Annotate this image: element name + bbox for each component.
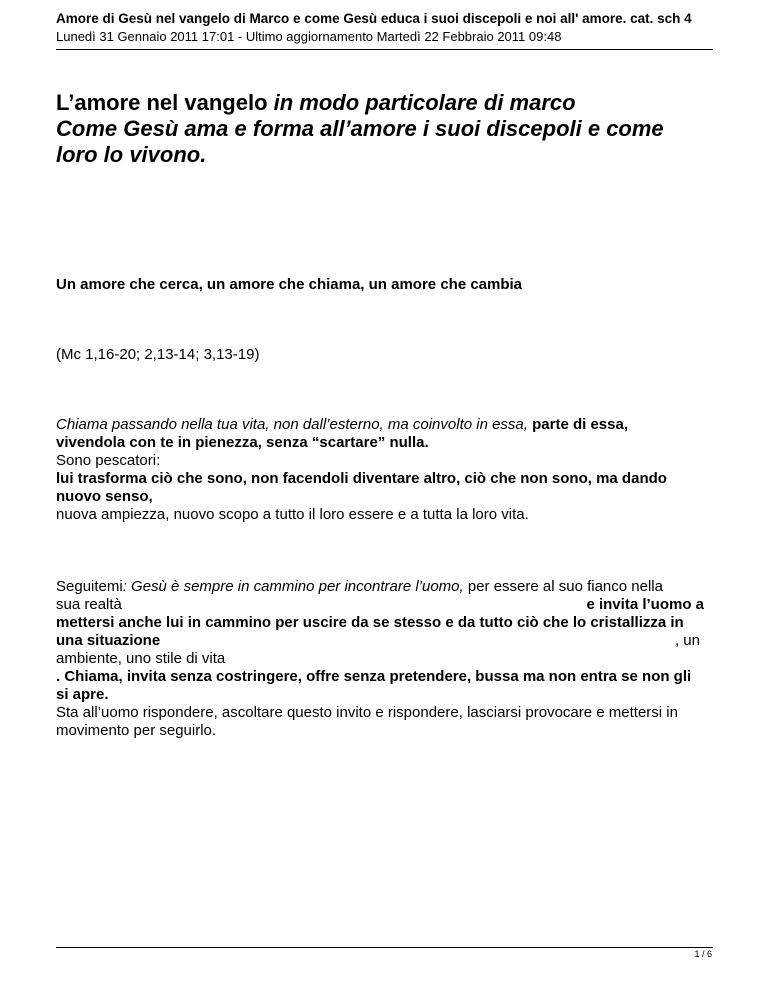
p2-bold-line3: mettersi anche lui in cammino per uscire da se stesso e da tutto ciò che lo cristallizza in xyxy=(56,614,684,631)
heading-part1: L’amore nel vangelo xyxy=(56,90,274,115)
header-meta: Lunedì 31 Gennaio 2011 17:01 - Ultimo aggiornamento Martedì 22 Febbraio 2011 09:48 xyxy=(56,29,562,44)
p2-start: Seguitemi xyxy=(56,578,123,595)
p2-rest1: per essere al suo fianco nella xyxy=(463,578,663,595)
footer-divider xyxy=(56,947,713,948)
paragraph-2 xyxy=(56,578,716,740)
heading-line3: loro lo vivono. xyxy=(56,142,207,167)
p2-line2-left: sua realtà xyxy=(56,596,122,613)
page-number: 1 / 6 xyxy=(694,949,712,959)
p1-italic: Chiama passando nella tua vita, non dall’esterno, ma coinvolto in essa, xyxy=(56,416,528,433)
article-heading xyxy=(56,90,736,168)
p1-bold2: vivendola con te in pienezza, senza “scartare” nulla. xyxy=(56,434,429,451)
p2-bold-line7: si apre. xyxy=(56,686,109,703)
heading-part2: in modo particolare di marco xyxy=(273,90,576,115)
p2-line8: Sta all’uomo rispondere, ascoltare questo invito e rispondere, lasciarsi provocare e mettersi in xyxy=(56,704,678,721)
p2-bold-line4: una situazione xyxy=(56,632,161,649)
p1-bold4: nuovo senso, xyxy=(56,488,153,505)
p1-line6: nuova ampiezza, nuovo scopo a tutto il loro essere e a tutta la loro vita. xyxy=(56,506,529,523)
p2-bold-line6: . Chiama, invita senza costringere, offre senza pretendere, bussa ma non entra se non gli xyxy=(56,668,692,685)
heading-line2: Come Gesù ama e forma all’amore i suoi discepoli e come xyxy=(56,116,664,141)
header-title: Amore di Gesù nel vangelo di Marco e come Gesù educa i suoi discepoli e noi all' amore. cat. sch 4 xyxy=(56,11,692,26)
p2-line2-bold: e invita l’uomo a xyxy=(586,596,704,613)
p2-italic: : Gesù è sempre in cammino per incontrare l’uomo, xyxy=(122,578,464,595)
scripture-reference: (Mc 1,16-20; 2,13-14; 3,13-19) xyxy=(56,346,260,363)
paragraph-1 xyxy=(56,416,716,524)
p1-bold1: parte di essa, xyxy=(532,416,629,433)
p1-bold3: lui trasforma ciò che sono, non facendoli diventare altro, ciò che non sono, ma dando xyxy=(56,470,667,487)
article-subtitle: Un amore che cerca, un amore che chiama, un amore che cambia xyxy=(56,276,523,293)
p2-line9: movimento per seguirlo. xyxy=(56,722,217,739)
p2-line5: ambiente, uno stile di vita xyxy=(56,650,226,667)
p2-line4-right: , un xyxy=(674,632,700,649)
header-divider xyxy=(56,49,713,50)
p1-line3: Sono pescatori: xyxy=(56,452,161,469)
